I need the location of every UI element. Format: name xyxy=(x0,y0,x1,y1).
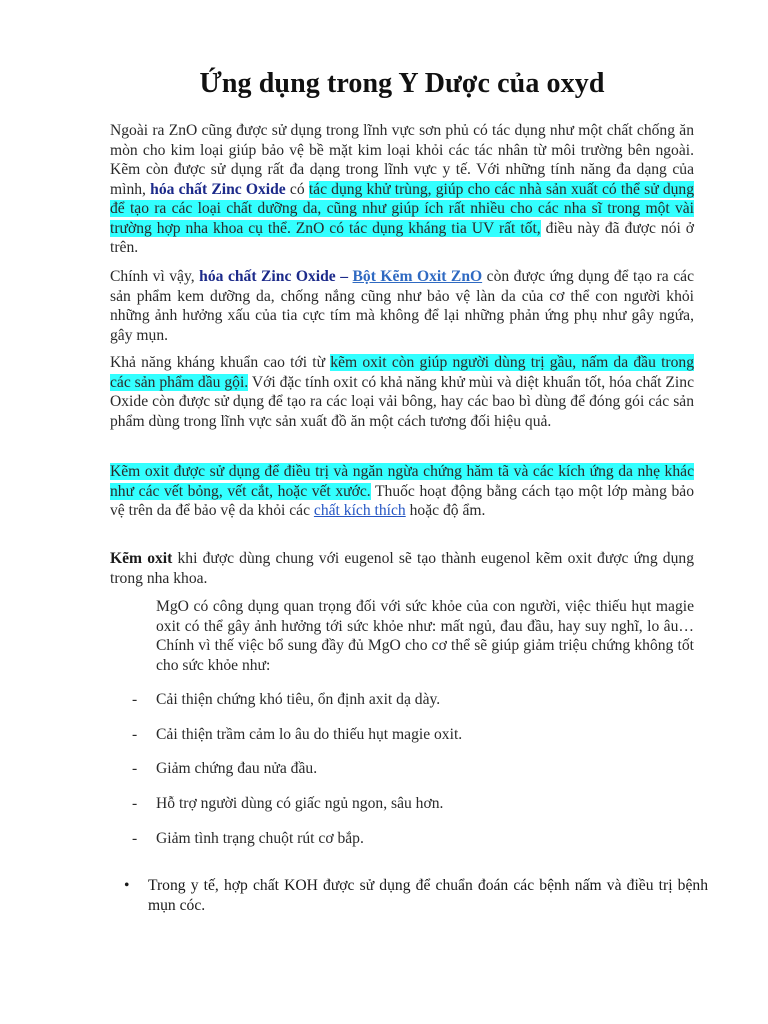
paragraph-zno-uses xyxy=(110,121,694,258)
bot-kem-oxit-link[interactable]: Bột Kẽm Oxit ZnO xyxy=(352,268,483,285)
mgo-intro-paragraph: MgO có công dụng quan trọng đối với sức khỏe của con người, việc thiếu hụt magie oxit có thể gây ảnh hưởng tới sức khỏe như: mất ngủ, đau đầu, hay suy nghĩ, lo âu… Chính vì thế việc bổ sung đầy đủ MgO cho cơ thể sẽ giúp giảm triệu chứng không tốt cho sức khỏe như: xyxy=(156,598,694,674)
text: Khả năng kháng khuẩn cao tới từ xyxy=(110,354,331,371)
dash-marker: - xyxy=(132,760,138,777)
dash-marker: - xyxy=(132,726,138,743)
paragraph-antibacterial xyxy=(110,353,694,431)
text: còn được ứng dụng để tạo ra các sản phẩm kem dưỡng da, chống nắng cũng như bảo vệ làn da của cơ thể con người khỏi những ảnh hưởng xấu của tia cực tím mà không để lại những phản ứng phụ như gây ngứa, gây mụn. xyxy=(110,268,694,344)
text: Thuốc hoạt động bằng cách tạo một lớp màng bảo vệ trên da để bảo vệ da khỏi các xyxy=(110,482,695,519)
text: điều này đã được nói ở trên. xyxy=(110,219,695,256)
list-item-text: Cải thiện chứng khó tiêu, ổn định axit dạ dày. xyxy=(156,691,441,708)
bold-term: hóa chất Zinc Oxide xyxy=(150,180,286,198)
list-item-text: Cải thiện trầm cảm lo âu do thiếu hụt magie oxit. xyxy=(156,726,463,743)
list-item-text: Hỗ trợ người dùng có giấc ngủ ngon, sâu hơn. xyxy=(156,795,444,812)
text: Với đặc tính oxit có khả năng khử mùi và diệt khuẩn tốt, hóa chất Zinc Oxide còn được sử dụng để tạo ra các loại vải bông, hay các bao bì dùng để đóng gói các sản phẩm dùng trong lĩnh vực sản xuất đồ ăn một cách tương đối hiệu quả. xyxy=(110,373,694,430)
dash-marker: - xyxy=(132,795,138,812)
bold-term: hóa chất Zinc Oxide – xyxy=(199,268,353,285)
paragraph-diaper-rash xyxy=(110,462,694,521)
chat-kich-thich-link[interactable]: chất kích thích xyxy=(313,502,406,519)
list-item-text: Giảm tình trạng chuột rút cơ bắp. xyxy=(156,830,364,847)
page-title: Ứng dụng trong Y Dược của oxyd xyxy=(199,68,605,99)
list-item-text: Giảm chứng đau nửa đầu. xyxy=(156,760,318,777)
highlighted-text: Kẽm oxit được sử dụng để điều trị và ngăn ngừa chứng hăm tã và các kích ứng da nhẹ khác như các vết bỏng, vết cắt, hoặc vết xước. xyxy=(110,463,694,500)
bullet-item-text: Trong y tế, hợp chất KOH được sử dụng để chuẩn đoán các bệnh nấm và điều trị bệnh mụn cóc. xyxy=(148,877,708,914)
text: Ngoài ra ZnO cũng được sử dụng trong lĩnh vực sơn phủ có tác dụng như một chất chống ăn mòn cho kim loại giúp bảo vệ bề mặt kim loại khỏi các tác nhân từ môi trường bên ngoài. Kẽm còn được sử dụng rất đa dạng trong lĩnh vực y tế. Với những tính năng đa dạng của mình, xyxy=(110,122,694,198)
dash-marker: - xyxy=(132,830,138,847)
paragraph-skin-products xyxy=(110,267,694,345)
text: hoặc độ ẩm. xyxy=(405,502,486,519)
text: có xyxy=(285,180,309,198)
text: khi được dùng chung với eugenol sẽ tạo thành eugenol kẽm oxit được ứng dụng trong nha khoa. xyxy=(110,550,694,587)
highlighted-text: kẽm oxit còn giúp người dùng trị gầu, nấm da đầu trong các sản phẩm dầu gội. xyxy=(110,354,694,391)
bold-term: Kẽm oxit xyxy=(110,550,173,567)
highlighted-text: tác dụng khử trùng, giúp cho các nhà sản xuất có thể sử dụng để tạo ra các loại chất dưỡng da, cũng như giúp ích rất nhiều cho các nha sĩ trong một vài trường hợp nha khoa cụ thể. ZnO có tác dụng kháng tia UV rất tốt, xyxy=(110,180,695,237)
dash-marker: - xyxy=(132,691,138,708)
text: Chính vì vậy, xyxy=(110,268,200,285)
paragraph-eugenol xyxy=(110,549,694,588)
bullet-marker: • xyxy=(124,877,130,894)
